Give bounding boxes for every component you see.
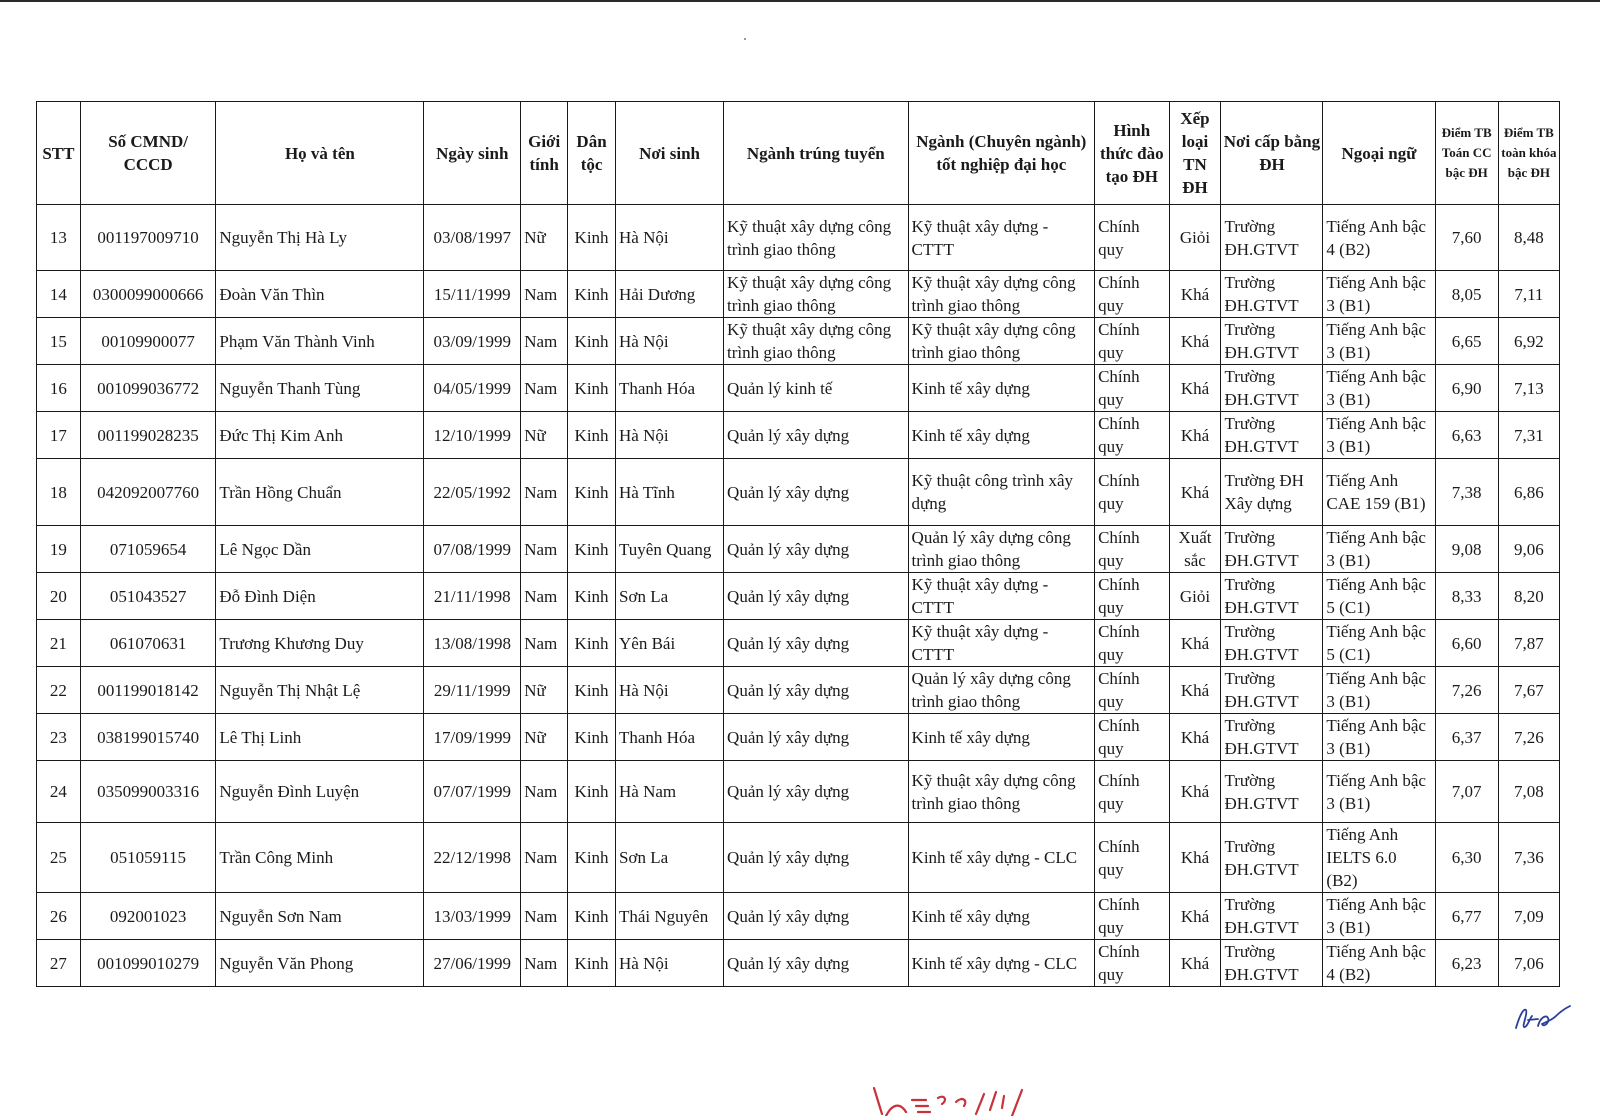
cell-noi-cap: Trường ĐH.GTVT (1221, 412, 1323, 459)
cell-ngoai-ngu: Tiếng Anh CAE 159 (B1) (1323, 459, 1435, 526)
cell-xep-loai: Khá (1169, 271, 1221, 318)
header-dan-toc: Dân tộc (568, 102, 616, 205)
cell-dan-toc: Kinh (568, 620, 616, 667)
cell-diem-toan-khoa: 7,13 (1498, 365, 1559, 412)
cell-ho-ten: Trần Hồng Chuẩn (216, 459, 424, 526)
cell-gioi-tinh: Nam (521, 893, 568, 940)
table-body (37, 205, 1560, 987)
cell-nganh-trung-tuyen: Quản lý xây dựng (724, 823, 909, 893)
cell-ngoai-ngu: Tiếng Anh bậc 5 (C1) (1323, 620, 1435, 667)
table-row (37, 823, 1560, 893)
table-row (37, 459, 1560, 526)
cell-nganh-trung-tuyen: Quản lý xây dựng (724, 459, 909, 526)
cell-dan-toc: Kinh (568, 893, 616, 940)
cell-xep-loai: Khá (1169, 412, 1221, 459)
cell-ho-ten: Nguyễn Thị Hà Ly (216, 205, 424, 271)
cell-nganh-trung-tuyen: Quản lý xây dựng (724, 526, 909, 573)
cell-diem-toan: 6,90 (1435, 365, 1498, 412)
cell-stt: 23 (37, 714, 81, 761)
table-row (37, 761, 1560, 823)
cell-stt: 21 (37, 620, 81, 667)
table-row (37, 412, 1560, 459)
cell-diem-toan: 9,08 (1435, 526, 1498, 573)
cell-cmnd: 0300099000666 (80, 271, 216, 318)
cell-hinh-thuc: Chính quy (1095, 271, 1169, 318)
cell-gioi-tinh: Nam (521, 459, 568, 526)
cell-ngoai-ngu: Tiếng Anh bậc 3 (B1) (1323, 667, 1435, 714)
cell-ngay-sinh: 07/07/1999 (424, 761, 521, 823)
cell-nganh-tot-nghiep: Kỹ thuật xây dựng công trình giao thông (908, 761, 1095, 823)
header-ngoai-ngu: Ngoại ngữ (1323, 102, 1435, 205)
cell-dan-toc: Kinh (568, 365, 616, 412)
cell-ngay-sinh: 29/11/1999 (424, 667, 521, 714)
cell-cmnd: 001197009710 (80, 205, 216, 271)
cell-xep-loai: Khá (1169, 318, 1221, 365)
header-stt: STT (37, 102, 81, 205)
cell-hinh-thuc: Chính quy (1095, 620, 1169, 667)
cell-nganh-tot-nghiep: Quản lý xây dựng công trình giao thông (908, 667, 1095, 714)
cell-gioi-tinh: Nam (521, 823, 568, 893)
cell-diem-toan-khoa: 7,31 (1498, 412, 1559, 459)
cell-ngay-sinh: 17/09/1999 (424, 714, 521, 761)
cell-diem-toan-khoa: 8,48 (1498, 205, 1559, 271)
cell-dan-toc: Kinh (568, 205, 616, 271)
cell-ngay-sinh: 13/08/1998 (424, 620, 521, 667)
cell-diem-toan-khoa: 7,26 (1498, 714, 1559, 761)
cell-noi-sinh: Hải Dương (616, 271, 724, 318)
cell-cmnd: 092001023 (80, 893, 216, 940)
cell-xep-loai: Khá (1169, 940, 1221, 987)
cell-gioi-tinh: Nam (521, 573, 568, 620)
cell-stt: 27 (37, 940, 81, 987)
cell-gioi-tinh: Nam (521, 526, 568, 573)
cell-stt: 25 (37, 823, 81, 893)
cell-nganh-tot-nghiep: Kinh tế xây dựng (908, 714, 1095, 761)
header-ho-ten: Họ và tên (216, 102, 424, 205)
red-stamp-fragment (872, 1086, 1072, 1116)
cell-gioi-tinh: Nam (521, 271, 568, 318)
cell-xep-loai: Xuất sắc (1169, 526, 1221, 573)
cell-noi-sinh: Hà Tĩnh (616, 459, 724, 526)
cell-stt: 13 (37, 205, 81, 271)
cell-gioi-tinh: Nữ (521, 714, 568, 761)
cell-cmnd: 038199015740 (80, 714, 216, 761)
cell-dan-toc: Kinh (568, 459, 616, 526)
cell-diem-toan: 7,60 (1435, 205, 1498, 271)
table-row (37, 940, 1560, 987)
cell-dan-toc: Kinh (568, 573, 616, 620)
cell-hinh-thuc: Chính quy (1095, 459, 1169, 526)
cell-diem-toan: 6,30 (1435, 823, 1498, 893)
scan-speck (744, 38, 746, 40)
cell-ngoai-ngu: Tiếng Anh IELTS 6.0 (B2) (1323, 823, 1435, 893)
table-row (37, 318, 1560, 365)
cell-ngoai-ngu: Tiếng Anh bậc 5 (C1) (1323, 573, 1435, 620)
cell-ngay-sinh: 27/06/1999 (424, 940, 521, 987)
cell-stt: 24 (37, 761, 81, 823)
cell-nganh-tot-nghiep: Kinh tế xây dựng - CLC (908, 940, 1095, 987)
cell-nganh-trung-tuyen: Quản lý kinh tế (724, 365, 909, 412)
cell-diem-toan: 7,38 (1435, 459, 1498, 526)
cell-ngay-sinh: 07/08/1999 (424, 526, 521, 573)
header-nganh-trung-tuyen: Ngành trúng tuyển (724, 102, 909, 205)
cell-diem-toan-khoa: 7,67 (1498, 667, 1559, 714)
header-xep-loai: Xếp loại TN ĐH (1169, 102, 1221, 205)
cell-xep-loai: Khá (1169, 365, 1221, 412)
cell-nganh-tot-nghiep: Kỹ thuật xây dựng - CTTT (908, 573, 1095, 620)
cell-diem-toan-khoa: 9,06 (1498, 526, 1559, 573)
cell-nganh-tot-nghiep: Kinh tế xây dựng - CLC (908, 823, 1095, 893)
cell-ho-ten: Lê Ngọc Dần (216, 526, 424, 573)
cell-ho-ten: Nguyễn Thị Nhật Lệ (216, 667, 424, 714)
table-row (37, 573, 1560, 620)
cell-nganh-trung-tuyen: Quản lý xây dựng (724, 714, 909, 761)
cell-nganh-tot-nghiep: Kỹ thuật xây dựng - CTTT (908, 205, 1095, 271)
cell-nganh-trung-tuyen: Quản lý xây dựng (724, 620, 909, 667)
cell-ngay-sinh: 15/11/1999 (424, 271, 521, 318)
cell-cmnd: 001199018142 (80, 667, 216, 714)
cell-nganh-tot-nghiep: Kinh tế xây dựng (908, 412, 1095, 459)
table-row (37, 893, 1560, 940)
cell-ngay-sinh: 03/08/1997 (424, 205, 521, 271)
cell-xep-loai: Khá (1169, 459, 1221, 526)
cell-ngay-sinh: 13/03/1999 (424, 893, 521, 940)
cell-dan-toc: Kinh (568, 318, 616, 365)
cell-dan-toc: Kinh (568, 823, 616, 893)
header-ngay-sinh: Ngày sinh (424, 102, 521, 205)
cell-nganh-trung-tuyen: Quản lý xây dựng (724, 412, 909, 459)
cell-noi-sinh: Thanh Hóa (616, 365, 724, 412)
cell-nganh-tot-nghiep: Kỹ thuật xây dựng công trình giao thông (908, 318, 1095, 365)
cell-stt: 16 (37, 365, 81, 412)
cell-nganh-tot-nghiep: Kinh tế xây dựng (908, 365, 1095, 412)
cell-dan-toc: Kinh (568, 412, 616, 459)
cell-nganh-trung-tuyen: Quản lý xây dựng (724, 573, 909, 620)
cell-diem-toan: 6,65 (1435, 318, 1498, 365)
cell-diem-toan-khoa: 7,09 (1498, 893, 1559, 940)
cell-noi-sinh: Hà Nội (616, 940, 724, 987)
cell-noi-cap: Trường ĐH.GTVT (1221, 893, 1323, 940)
cell-hinh-thuc: Chính quy (1095, 714, 1169, 761)
cell-cmnd: 001099036772 (80, 365, 216, 412)
cell-ngay-sinh: 12/10/1999 (424, 412, 521, 459)
header-diem-toan-khoa: Điểm TB toàn khóa bậc ĐH (1498, 102, 1559, 205)
table-header-row (37, 102, 1560, 205)
cell-ngay-sinh: 22/05/1992 (424, 459, 521, 526)
cell-gioi-tinh: Nữ (521, 667, 568, 714)
cell-ngoai-ngu: Tiếng Anh bậc 3 (B1) (1323, 412, 1435, 459)
cell-ho-ten: Đỗ Đình Diện (216, 573, 424, 620)
cell-noi-sinh: Sơn La (616, 573, 724, 620)
cell-dan-toc: Kinh (568, 271, 616, 318)
table-row (37, 667, 1560, 714)
cell-noi-cap: Trường ĐH.GTVT (1221, 271, 1323, 318)
cell-ngoai-ngu: Tiếng Anh bậc 3 (B1) (1323, 271, 1435, 318)
header-hinh-thuc: Hình thức đào tạo ĐH (1095, 102, 1169, 205)
cell-ho-ten: Đức Thị Kim Anh (216, 412, 424, 459)
cell-diem-toan-khoa: 6,92 (1498, 318, 1559, 365)
table-row (37, 271, 1560, 318)
cell-gioi-tinh: Nam (521, 940, 568, 987)
cell-ngoai-ngu: Tiếng Anh bậc 3 (B1) (1323, 893, 1435, 940)
cell-hinh-thuc: Chính quy (1095, 761, 1169, 823)
cell-noi-sinh: Hà Nội (616, 412, 724, 459)
cell-nganh-trung-tuyen: Kỹ thuật xây dựng công trình giao thông (724, 205, 909, 271)
cell-cmnd: 051043527 (80, 573, 216, 620)
page-top-rule (0, 0, 1600, 2)
cell-hinh-thuc: Chính quy (1095, 412, 1169, 459)
table-row (37, 714, 1560, 761)
cell-cmnd: 001199028235 (80, 412, 216, 459)
cell-xep-loai: Khá (1169, 823, 1221, 893)
cell-cmnd: 051059115 (80, 823, 216, 893)
cell-noi-sinh: Hà Nội (616, 318, 724, 365)
cell-hinh-thuc: Chính quy (1095, 573, 1169, 620)
cell-diem-toan: 6,60 (1435, 620, 1498, 667)
cell-diem-toan: 8,33 (1435, 573, 1498, 620)
cell-noi-sinh: Thái Nguyên (616, 893, 724, 940)
cell-ngay-sinh: 21/11/1998 (424, 573, 521, 620)
cell-hinh-thuc: Chính quy (1095, 940, 1169, 987)
cell-noi-cap: Trường ĐH.GTVT (1221, 714, 1323, 761)
cell-nganh-trung-tuyen: Quản lý xây dựng (724, 761, 909, 823)
cell-xep-loai: Khá (1169, 714, 1221, 761)
cell-cmnd: 00109900077 (80, 318, 216, 365)
table-row (37, 205, 1560, 271)
cell-noi-sinh: Hà Nội (616, 205, 724, 271)
cell-xep-loai: Khá (1169, 667, 1221, 714)
cell-noi-sinh: Yên Bái (616, 620, 724, 667)
cell-diem-toan: 6,77 (1435, 893, 1498, 940)
cell-gioi-tinh: Nam (521, 318, 568, 365)
cell-hinh-thuc: Chính quy (1095, 893, 1169, 940)
table-row (37, 620, 1560, 667)
cell-diem-toan: 7,07 (1435, 761, 1498, 823)
cell-diem-toan: 6,63 (1435, 412, 1498, 459)
cell-dan-toc: Kinh (568, 667, 616, 714)
cell-diem-toan-khoa: 7,06 (1498, 940, 1559, 987)
cell-dan-toc: Kinh (568, 761, 616, 823)
cell-nganh-tot-nghiep: Quản lý xây dựng công trình giao thông (908, 526, 1095, 573)
cell-stt: 17 (37, 412, 81, 459)
cell-noi-cap: Trường ĐH.GTVT (1221, 667, 1323, 714)
cell-ngoai-ngu: Tiếng Anh bậc 4 (B2) (1323, 940, 1435, 987)
cell-noi-sinh: Sơn La (616, 823, 724, 893)
cell-hinh-thuc: Chính quy (1095, 823, 1169, 893)
header-cmnd: Số CMND/ CCCD (80, 102, 216, 205)
cell-diem-toan-khoa: 7,08 (1498, 761, 1559, 823)
cell-diem-toan-khoa: 8,20 (1498, 573, 1559, 620)
cell-ngoai-ngu: Tiếng Anh bậc 3 (B1) (1323, 365, 1435, 412)
cell-ho-ten: Nguyễn Đình Luyện (216, 761, 424, 823)
cell-ho-ten: Phạm Văn Thành Vinh (216, 318, 424, 365)
header-gioi-tinh: Giới tính (521, 102, 568, 205)
cell-diem-toan-khoa: 7,36 (1498, 823, 1559, 893)
cell-ngoai-ngu: Tiếng Anh bậc 3 (B1) (1323, 526, 1435, 573)
cell-nganh-tot-nghiep: Kỹ thuật xây dựng - CTTT (908, 620, 1095, 667)
cell-noi-sinh: Hà Nội (616, 667, 724, 714)
cell-noi-sinh: Thanh Hóa (616, 714, 724, 761)
cell-diem-toan: 7,26 (1435, 667, 1498, 714)
cell-stt: 18 (37, 459, 81, 526)
cell-diem-toan: 6,23 (1435, 940, 1498, 987)
cell-stt: 14 (37, 271, 81, 318)
cell-gioi-tinh: Nữ (521, 412, 568, 459)
signature-mark (1512, 1000, 1572, 1036)
cell-noi-cap: Trường ĐH.GTVT (1221, 761, 1323, 823)
cell-noi-cap: Trường ĐH.GTVT (1221, 823, 1323, 893)
cell-diem-toan: 6,37 (1435, 714, 1498, 761)
cell-cmnd: 061070631 (80, 620, 216, 667)
cell-ngay-sinh: 04/05/1999 (424, 365, 521, 412)
cell-ngoai-ngu: Tiếng Anh bậc 3 (B1) (1323, 318, 1435, 365)
cell-cmnd: 001099010279 (80, 940, 216, 987)
cell-xep-loai: Khá (1169, 620, 1221, 667)
cell-cmnd: 035099003316 (80, 761, 216, 823)
cell-cmnd: 071059654 (80, 526, 216, 573)
cell-diem-toan: 8,05 (1435, 271, 1498, 318)
cell-ho-ten: Đoàn Văn Thìn (216, 271, 424, 318)
cell-noi-cap: Trường ĐH.GTVT (1221, 318, 1323, 365)
cell-nganh-tot-nghiep: Kinh tế xây dựng (908, 893, 1095, 940)
cell-ho-ten: Nguyễn Văn Phong (216, 940, 424, 987)
cell-hinh-thuc: Chính quy (1095, 205, 1169, 271)
cell-noi-cap: Trường ĐH Xây dựng (1221, 459, 1323, 526)
header-noi-sinh: Nơi sinh (616, 102, 724, 205)
cell-noi-sinh: Tuyên Quang (616, 526, 724, 573)
header-nganh-tot-nghiep: Ngành (Chuyên ngành) tốt nghiệp đại học (908, 102, 1095, 205)
cell-noi-cap: Trường ĐH.GTVT (1221, 365, 1323, 412)
cell-ho-ten: Nguyễn Sơn Nam (216, 893, 424, 940)
cell-dan-toc: Kinh (568, 940, 616, 987)
cell-nganh-trung-tuyen: Quản lý xây dựng (724, 940, 909, 987)
cell-noi-cap: Trường ĐH.GTVT (1221, 620, 1323, 667)
cell-gioi-tinh: Nam (521, 365, 568, 412)
cell-diem-toan-khoa: 7,87 (1498, 620, 1559, 667)
cell-gioi-tinh: Nam (521, 761, 568, 823)
cell-nganh-trung-tuyen: Quản lý xây dựng (724, 667, 909, 714)
cell-hinh-thuc: Chính quy (1095, 365, 1169, 412)
cell-nganh-trung-tuyen: Kỹ thuật xây dựng công trình giao thông (724, 318, 909, 365)
cell-ho-ten: Trương Khương Duy (216, 620, 424, 667)
cell-diem-toan-khoa: 6,86 (1498, 459, 1559, 526)
cell-diem-toan-khoa: 7,11 (1498, 271, 1559, 318)
cell-ho-ten: Nguyễn Thanh Tùng (216, 365, 424, 412)
cell-ngoai-ngu: Tiếng Anh bậc 3 (B1) (1323, 714, 1435, 761)
cell-hinh-thuc: Chính quy (1095, 318, 1169, 365)
cell-xep-loai: Giỏi (1169, 573, 1221, 620)
cell-stt: 22 (37, 667, 81, 714)
cell-noi-cap: Trường ĐH.GTVT (1221, 526, 1323, 573)
cell-ngoai-ngu: Tiếng Anh bậc 4 (B2) (1323, 205, 1435, 271)
cell-hinh-thuc: Chính quy (1095, 526, 1169, 573)
cell-noi-cap: Trường ĐH.GTVT (1221, 940, 1323, 987)
cell-ngay-sinh: 03/09/1999 (424, 318, 521, 365)
cell-stt: 19 (37, 526, 81, 573)
cell-gioi-tinh: Nữ (521, 205, 568, 271)
cell-ho-ten: Trần Công Minh (216, 823, 424, 893)
cell-nganh-tot-nghiep: Kỹ thuật xây dựng công trình giao thông (908, 271, 1095, 318)
cell-stt: 20 (37, 573, 81, 620)
cell-nganh-tot-nghiep: Kỹ thuật công trình xây dựng (908, 459, 1095, 526)
cell-stt: 26 (37, 893, 81, 940)
cell-xep-loai: Khá (1169, 893, 1221, 940)
header-diem-toan: Điểm TB Toán CC bậc ĐH (1435, 102, 1498, 205)
admission-list-table (36, 101, 1560, 987)
table-row (37, 526, 1560, 573)
cell-nganh-trung-tuyen: Quản lý xây dựng (724, 893, 909, 940)
cell-noi-cap: Trường ĐH.GTVT (1221, 573, 1323, 620)
cell-ngoai-ngu: Tiếng Anh bậc 3 (B1) (1323, 761, 1435, 823)
cell-noi-sinh: Hà Nam (616, 761, 724, 823)
cell-nganh-trung-tuyen: Kỹ thuật xây dựng công trình giao thông (724, 271, 909, 318)
header-noi-cap: Nơi cấp bằng ĐH (1221, 102, 1323, 205)
cell-ho-ten: Lê Thị Linh (216, 714, 424, 761)
cell-xep-loai: Khá (1169, 761, 1221, 823)
cell-gioi-tinh: Nam (521, 620, 568, 667)
cell-hinh-thuc: Chính quy (1095, 667, 1169, 714)
cell-cmnd: 042092007760 (80, 459, 216, 526)
table-row (37, 365, 1560, 412)
cell-xep-loai: Giỏi (1169, 205, 1221, 271)
cell-ngay-sinh: 22/12/1998 (424, 823, 521, 893)
cell-dan-toc: Kinh (568, 714, 616, 761)
cell-noi-cap: Trường ĐH.GTVT (1221, 205, 1323, 271)
cell-dan-toc: Kinh (568, 526, 616, 573)
cell-stt: 15 (37, 318, 81, 365)
